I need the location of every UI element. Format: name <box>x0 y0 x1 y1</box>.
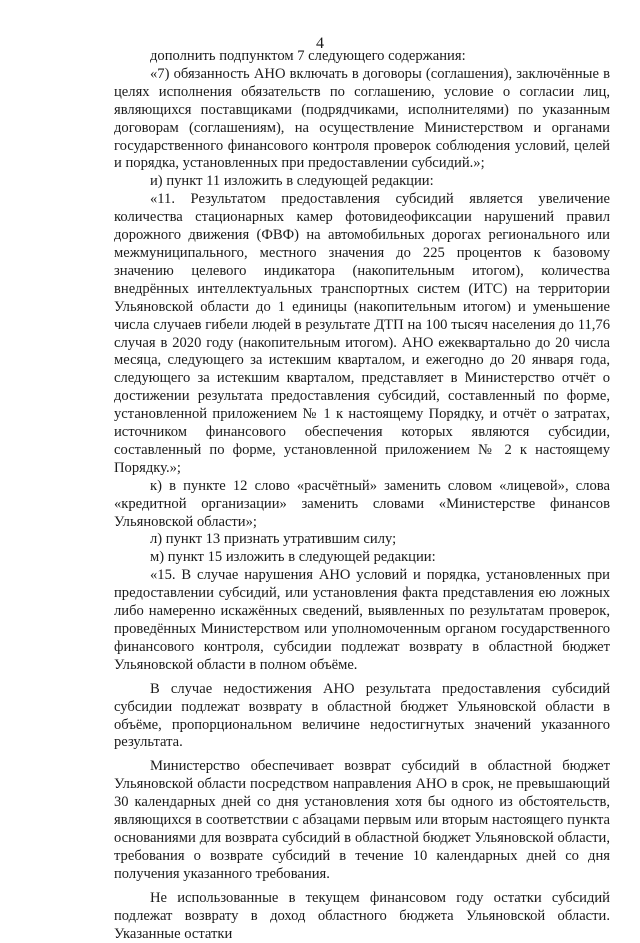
paragraph-subitem-7-text: «7) обязанность АНО включать в договоры (соглашения), заключённые в целях исполнения обязательств по соглашению, условие о согласии лиц, являющихся поставщиками (подрядчиками, исполнителями) по указанным договорам (соглашениям), на осуществление Министерством и органами государственного финансового контроля проверок соблюдения условий, целей и порядка, установленных при предоставлении субсидий.»; <box>114 65 610 172</box>
paragraph-result-failure: В случае недостижения АНО результата предоставления субсидий субсидии подлежат возврату в областной бюджет Ульяновской области в объёме, пропорциональном величине недостигнутых значений указанного результата. <box>114 680 610 751</box>
document-body <box>114 48 610 943</box>
paragraph-item-i: и) пункт 11 изложить в следующей редакции: <box>150 173 434 190</box>
paragraph-item-l: л) пункт 13 признать утратившим силу; <box>150 531 397 548</box>
paragraph-ministry-return: Министерство обеспечивает возврат субсидий в областной бюджет Ульяновской области посредством направления АНО в срок, не превышающий 30 календарных дней со дня установления хотя бы одного из обстоятельств, являющихся в соответствии с абзацами первым или вторым настоящего пункта основаниями для возврата субсидий в областной бюджет Ульяновской области, требования о возврате субсидий в течение 10 календарных дней со дня получения указанного требования. <box>114 758 610 882</box>
paragraph-point-15-text: «15. В случае нарушения АНО условий и порядка, установленных при предоставлении субсидий, или установления факта представления ею ложных либо намеренно искажённых сведений, выявленных по результатам проверок, проведённых Министерством или уполномоченным органом государственного финансового контроля, субсидии подлежат возврату в областной бюджет Ульяновской области в полном объёме. <box>114 567 610 673</box>
paragraph-point-11-text: «11. Результатом предоставления субсидий является увеличение количества стационарных камер фотовидеофиксации нарушений правил дорожного движения (ФВФ) на автомобильных дорогах регионального или межмуниципального, местного значения до 225 процентов к базовому значению целевого индикатора (накопительным итогом), количества внедрённых интеллектуальных транспортных систем (ИТС) на территории Ульяновской области до 1 единицы (накопительным итогом) и уменьшение числа случаев гибели людей в результате ДТП на 100 тысяч населения до 11,76 случая в 2020 году (накопительным итогом). АНО ежеквартально до 20 числа месяца, следующего за истекшим кварталом, и ежегодно до 20 января года, следующего за истекшим кварталом, представляет в Министерство отчёт о достижении результата предоставления субсидий, составленный по форме, установленной приложением № 1 к настоящему Порядку, и отчёт о затратах, источником финансового обеспечения которых являются субсидии, составленный по форме, установленной приложением № 2 к настоящему Порядку.»; <box>114 191 610 476</box>
paragraph-item-m: м) пункт 15 изложить в следующей редакции: <box>150 549 436 566</box>
page-number: 4 <box>316 35 324 52</box>
paragraph-add-subitem-7: дополнить подпунктом 7 следующего содержания: <box>150 48 466 64</box>
paragraph-unused-balances: Не использованные в текущем финансовом году остатки субсидий подлежат возврату в доход областного бюджета Ульяновской области. Указанные остатки <box>114 889 610 942</box>
paragraph-item-k: к) в пункте 12 слово «расчётный» заменить словом «лицевой», слова «кредитной организации» заменить словами «Министерстве финансов Ульяновской области»; <box>114 477 610 530</box>
